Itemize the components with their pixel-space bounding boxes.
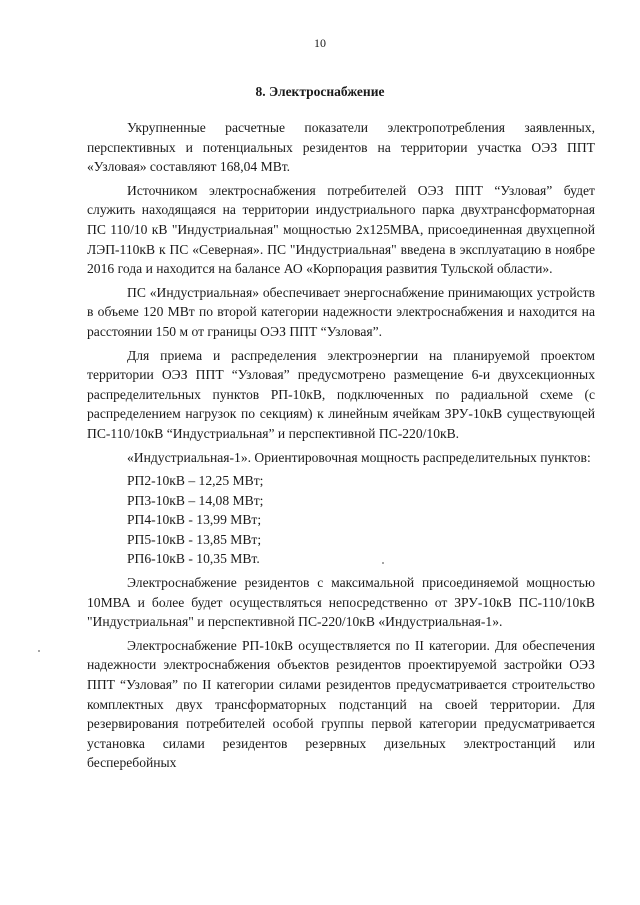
scan-speck — [382, 562, 384, 564]
paragraph: Электроснабжение резидентов с максимальной присоединяемой мощностью 10МВА и более будет осуществляться непосредственно от ЗРУ-10кВ ПС-110/10кВ "Индустриальная" и перспективной ПС-220/10кВ «Индустриальная-1». — [87, 575, 595, 630]
paragraph: Электроснабжение РП-10кВ осуществляется по II категории. Для обеспечения надежности электроснабжения объектов резидентов проектируемой застройки ОЭЗ ППТ “Узловая” по II категории силами резидентов предусматривается строительство комплектных двух трансформаторных подстанций на своей территории. Для резервирования потребителей особой группы первой категории предусматривается установка силами резидентов резервных дизельных электростанций или бесперебойных — [87, 637, 595, 771]
list-item: РП2-10кВ – 12,25 МВт; — [127, 473, 264, 489]
paragraph: «Индустриальная-1». Ориентировочная мощность распределительных пунктов: — [127, 449, 591, 465]
list-item: РП3-10кВ – 14,08 МВт; — [127, 492, 264, 508]
list-item: РП5-10кВ - 13,85 МВт; — [127, 531, 262, 547]
paragraph: Для приема и распределения электроэнергии на планируемой проектом территории ОЭЗ ППТ “Узловая” предусмотрено размещение 6-и двухсекционных распределительных пунктов РП-10кВ, подключенных по радиальной схеме (с распределением нагрузок по секциям) к линейным ячейкам ЗРУ-10кВ существующей ПС-110/10кВ “Индустриальная” и перспективной ПС-220/10кВ. — [87, 347, 595, 441]
scan-speck — [38, 650, 40, 652]
list-item: РП4-10кВ - 13,99 МВт; — [127, 512, 262, 528]
page-number: 10 — [314, 36, 326, 50]
paragraph: Укрупненные расчетные показатели электропотребления заявленных, перспективных и потенциальных резидентов на территории участка ОЭЗ ППТ «Узловая» составляют 168,04 МВт. — [87, 120, 595, 175]
section-heading: 8. Электроснабжение — [255, 84, 385, 99]
list-item: РП6-10кВ - 10,35 МВт. — [127, 551, 260, 567]
capacity-list — [87, 471, 595, 569]
paragraph: Источником электроснабжения потребителей ОЭЗ ППТ “Узловая” будет служить находящаяся на территории индустриального парка двухтрансформаторная ПС 110/10 кВ "Индустриальная" мощностью 2х125МВА, присоединенная двухцепной ЛЭП-110кВ к ПС «Северная». ПС "Индустриальная" введена в эксплуатацию в ноябре 2016 года и находится на балансе АО «Корпорация развития Тульской области». — [87, 182, 595, 277]
document-body — [87, 118, 595, 777]
paragraph: ПС «Индустриальная» обеспечивает энергоснабжение принимающих устройств в объеме 120 МВт по второй категории надежности электроснабжения и находится на расстоянии 150 м от границы ОЭЗ ППТ “Узловая”. — [87, 284, 595, 339]
